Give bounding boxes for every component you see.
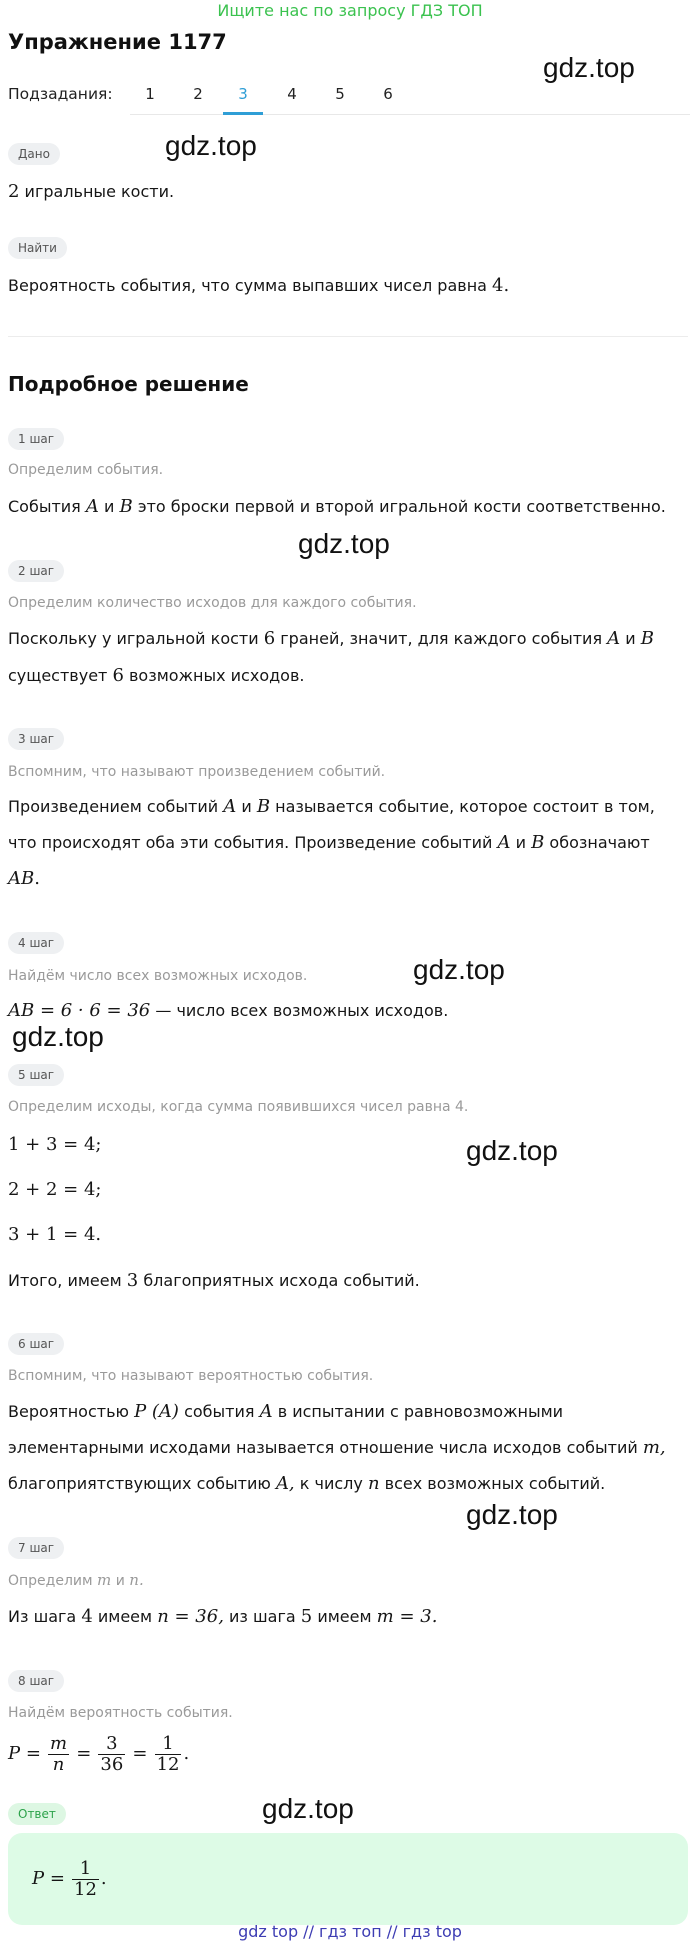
watermark: gdz.top — [262, 1793, 354, 1824]
solution-title: Подробное решение — [8, 372, 249, 396]
math-p: P = — [32, 1868, 65, 1889]
math-dot: . — [100, 1868, 107, 1889]
math-pa: P (A) — [134, 1401, 179, 1422]
math-m: m, — [642, 1437, 666, 1458]
text: к числу — [299, 1474, 363, 1493]
step-1-hint: Определим события. — [8, 462, 164, 478]
text: всех возможных событий. — [384, 1474, 606, 1493]
answer-formula — [32, 1853, 107, 1905]
step-5-hint — [8, 1097, 468, 1117]
numerator: 1 — [72, 1859, 99, 1880]
text: граней, значит, для каждого события — [280, 629, 603, 648]
find-text — [8, 275, 509, 297]
math-a: A — [85, 496, 99, 517]
text: Итого, имеем — [8, 1271, 122, 1290]
math-n-eq: n = 36, — [157, 1606, 224, 1627]
step-2-badge: 2 шаг — [8, 560, 64, 582]
math-eq: = — [76, 1743, 92, 1764]
math-b: B — [531, 832, 545, 853]
math-b: B — [119, 496, 133, 517]
text: и — [241, 797, 252, 816]
math-a: A, — [275, 1473, 295, 1494]
subtasks-label: Подзадания: — [8, 85, 113, 103]
section-divider — [8, 336, 688, 337]
step-6-text-line-2 — [8, 1437, 666, 1459]
step-1-text — [8, 496, 666, 518]
math-n: n — [367, 1473, 380, 1494]
watermark: gdz.top — [165, 130, 257, 161]
math-m-eq: m = 3. — [376, 1606, 438, 1627]
text: Определим — [8, 1573, 93, 1589]
step-4-hint: Найдём число всех возможных исходов. — [8, 968, 308, 984]
search-banner: Ищите нас по запросу ГДЗ ТОП — [217, 1, 483, 20]
given-label: игральные кости. — [24, 182, 175, 201]
step-3-text-line-1 — [8, 796, 655, 818]
text: возможных исходов. — [129, 666, 305, 685]
step-7-badge: 7 шаг — [8, 1537, 64, 1559]
watermark: gdz.top — [413, 954, 505, 985]
numerator: 3 — [98, 1734, 125, 1755]
step-3-text-line-3 — [8, 868, 40, 890]
step-6-hint: Вспомним, что называют вероятностью события. — [8, 1368, 374, 1384]
text: Произведением событий — [8, 797, 219, 816]
text: обозначают — [549, 833, 650, 852]
text: — число всех возможных исходов. — [155, 1001, 449, 1020]
denominator: n — [52, 1754, 65, 1775]
math-m: m — [97, 1571, 112, 1589]
math-dot: . — [183, 1743, 190, 1764]
step-3-text-line-2 — [8, 832, 650, 854]
tabs-divider — [130, 114, 690, 115]
step-5-line-3: 3 + 1 = 4. — [8, 1224, 102, 1245]
text: это броски первой и второй игральной кости соответственно. — [137, 497, 666, 516]
math-number: 4. — [455, 1099, 469, 1115]
math-dot: . — [34, 868, 40, 889]
step-2-text-line-2 — [8, 665, 304, 687]
denominator: 12 — [74, 1879, 97, 1900]
text: называется событие, которое состоит в том, — [275, 797, 655, 816]
find-badge: Найти — [8, 237, 67, 259]
answer-box — [8, 1833, 688, 1925]
tab-subtask-6[interactable]: 6 — [383, 85, 393, 103]
math-n: n. — [129, 1571, 144, 1589]
text: имеем — [317, 1607, 372, 1626]
math-eq: = — [132, 1743, 148, 1764]
text: существует — [8, 666, 108, 685]
step-6-text-line-1 — [8, 1401, 563, 1423]
text: элементарными исходами называется отношение числа исходов событий — [8, 1438, 638, 1457]
step-7-text — [8, 1606, 437, 1628]
math-a: A — [497, 832, 511, 853]
text: что происходят оба эти события. Произведение событий — [8, 833, 493, 852]
active-tab-indicator — [223, 112, 263, 115]
fraction-1-12 — [155, 1734, 182, 1775]
watermark: gdz.top — [466, 1499, 558, 1530]
text: и — [115, 1573, 125, 1589]
math-p: P = — [8, 1743, 41, 1764]
text: Определим исходы, когда сумма появившихся чисел равна — [8, 1099, 451, 1115]
step-3-badge: 3 шаг — [8, 728, 64, 750]
text: события — [184, 1402, 255, 1421]
step-5-badge: 5 шаг — [8, 1064, 64, 1086]
tab-subtask-2[interactable]: 2 — [193, 85, 203, 103]
denominator: 12 — [156, 1754, 180, 1775]
watermark: gdz.top — [298, 528, 390, 559]
tab-subtask-4[interactable]: 4 — [287, 85, 297, 103]
math-number: 5 — [300, 1606, 313, 1627]
given-number: 2 — [8, 181, 20, 202]
fraction-3-36 — [98, 1734, 125, 1775]
math-b: B — [640, 628, 654, 649]
step-1-badge: 1 шаг — [8, 428, 64, 450]
text: и — [104, 497, 115, 516]
watermark: gdz.top — [543, 52, 635, 83]
denominator: 36 — [100, 1754, 124, 1775]
given-badge: Дано — [8, 143, 60, 165]
tab-subtask-3[interactable]: 3 — [238, 85, 248, 103]
text: из шага — [229, 1607, 296, 1626]
text: и — [625, 629, 636, 648]
math-formula: AB = 6 · 6 = 36 — [8, 1000, 151, 1021]
find-number: 4. — [492, 275, 510, 296]
math-a: A — [607, 628, 621, 649]
math-number: 6 — [263, 628, 276, 649]
step-5-line-2: 2 + 2 = 4; — [8, 1179, 102, 1200]
text: Поскольку у игральной кости — [8, 629, 259, 648]
step-6-badge: 6 шаг — [8, 1333, 64, 1355]
numerator: 1 — [155, 1734, 182, 1755]
tab-subtask-5[interactable]: 5 — [335, 85, 345, 103]
math-ab: AB — [8, 868, 35, 889]
math-a: A — [259, 1401, 273, 1422]
step-4-text — [8, 1000, 448, 1022]
text: Из шага — [8, 1607, 77, 1626]
math-b: B — [256, 796, 271, 817]
step-2-text-line-1 — [8, 628, 654, 650]
step-5-summary — [8, 1270, 420, 1292]
math-number: 3 — [126, 1270, 139, 1291]
text: имеем — [97, 1607, 153, 1626]
step-3-hint: Вспомним, что называют произведением событий. — [8, 764, 386, 780]
step-8-formula — [8, 1728, 189, 1780]
page-title: Упражнение 1177 — [8, 30, 227, 54]
math-number: 6 — [112, 665, 124, 686]
watermark: gdz.top — [466, 1135, 558, 1166]
step-5-line-1: 1 + 3 = 4; — [8, 1134, 102, 1155]
math-number: 4 — [81, 1606, 93, 1627]
step-8-hint: Найдём вероятность события. — [8, 1705, 233, 1721]
fraction-m-n — [48, 1734, 69, 1775]
watermark: gdz.top — [12, 1021, 104, 1052]
text: в испытании с равновозможными — [277, 1402, 564, 1421]
step-6-text-line-3 — [8, 1473, 605, 1495]
step-2-hint: Определим количество исходов для каждого события. — [8, 595, 417, 611]
text: и — [515, 833, 526, 852]
text: Вероятностью — [8, 1402, 129, 1421]
step-4-badge: 4 шаг — [8, 932, 64, 954]
footer-links[interactable]: gdz top // гдз топ // гдз top — [238, 1922, 462, 1941]
step-7-hint — [8, 1570, 144, 1591]
find-label: Вероятность события, что сумма выпавших чисел равна — [8, 276, 487, 295]
text: благоприятствующих событию — [8, 1474, 271, 1493]
tab-subtask-1[interactable]: 1 — [145, 85, 155, 103]
math-a: A — [223, 796, 237, 817]
answer-fraction — [72, 1859, 99, 1900]
given-text — [8, 181, 174, 203]
text: События — [8, 497, 81, 516]
text: благоприятных исхода событий. — [143, 1271, 420, 1290]
step-8-badge: 8 шаг — [8, 1670, 64, 1692]
answer-badge: Ответ — [8, 1803, 66, 1825]
numerator: m — [50, 1733, 68, 1754]
